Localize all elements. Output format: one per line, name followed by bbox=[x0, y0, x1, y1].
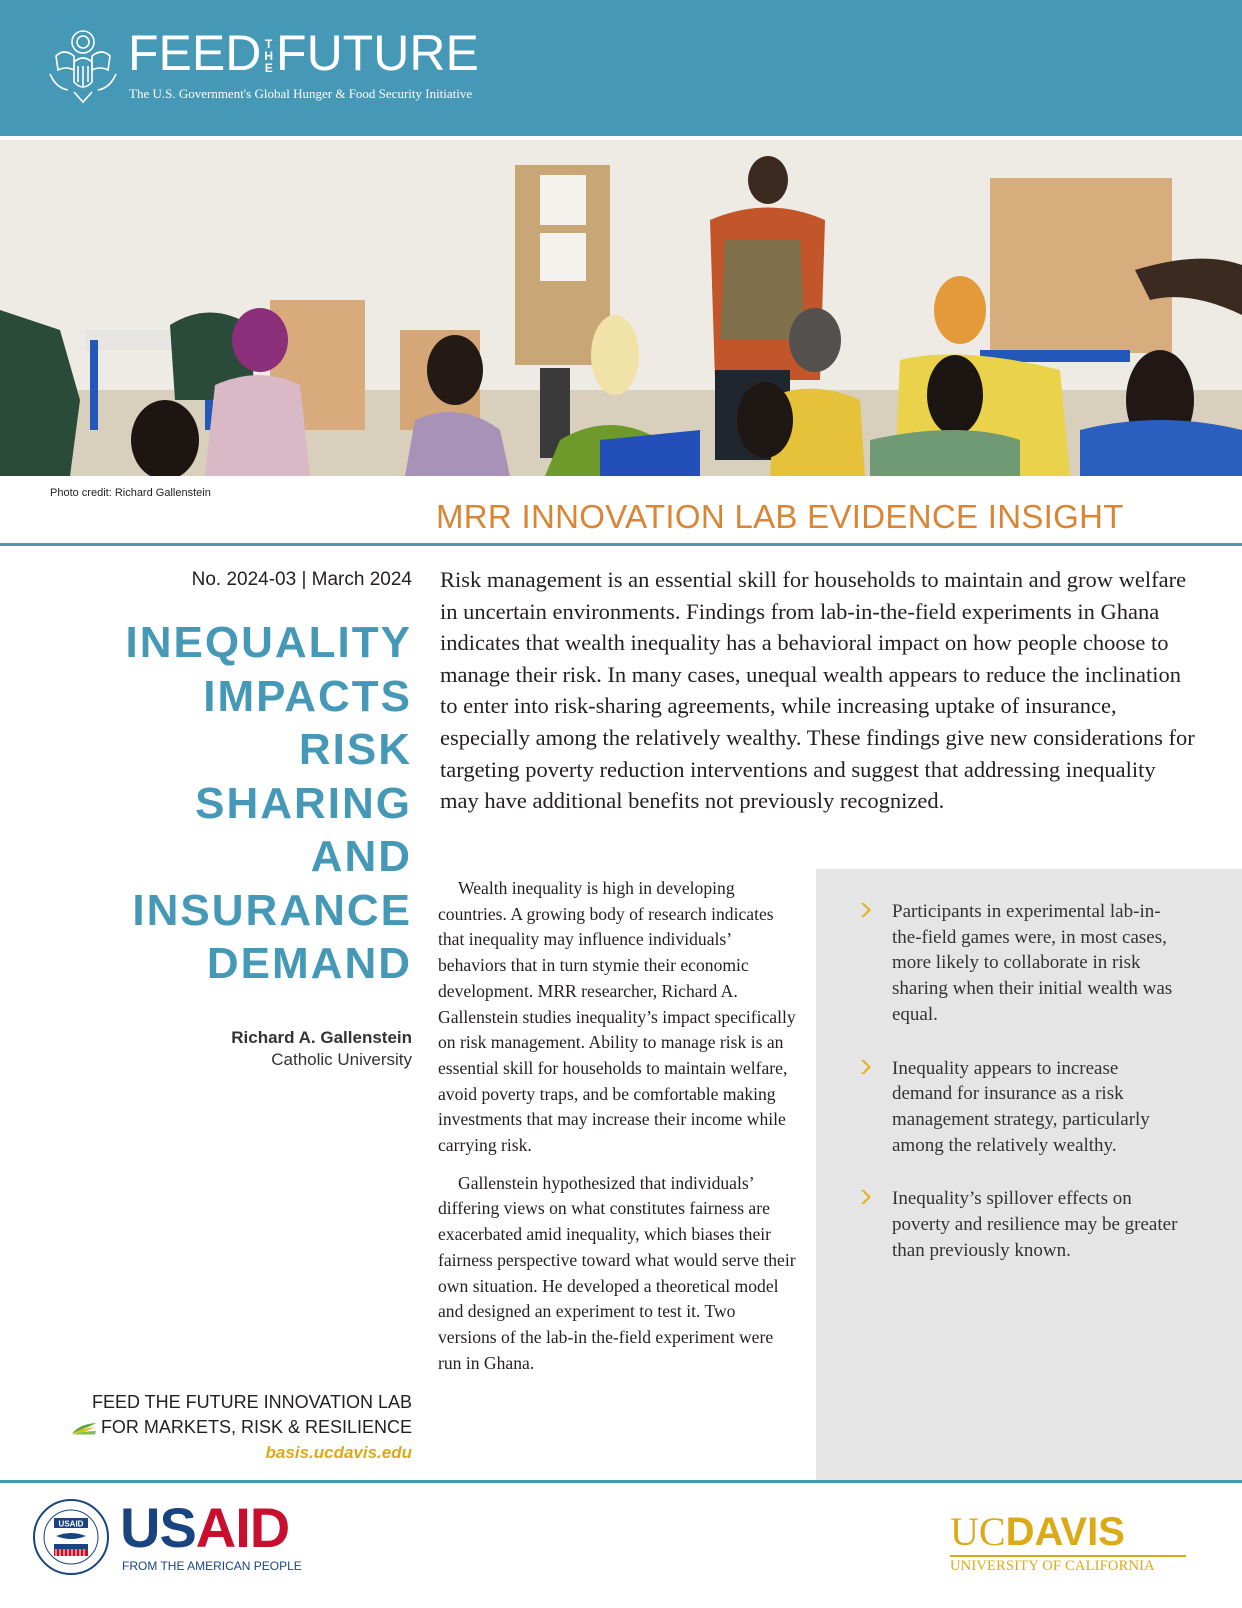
brand-feed: FEED bbox=[128, 25, 262, 81]
lead-paragraph: Risk management is an essential skill for households to maintain and grow welfare in uncertain environments. Findings from lab-in-the-field experiments in Ghana indicates that wealth inequality has a behavioral impact on how people choose to manage their risk. In many cases, unequal wealth appears to reduce the inclination to enter into risk-sharing agreements, while increasing uptake of insurance, especially among the relatively wealthy. These findings give new considerations for targeting poverty reduction interventions and suggest that addressing inequality may have additional benefits not previously recognized. bbox=[440, 567, 1195, 814]
title-line: INSURANCE bbox=[132, 885, 412, 935]
title-line: INEQUALITY bbox=[125, 618, 412, 667]
header-banner bbox=[0, 0, 1242, 136]
hero-photo bbox=[0, 140, 1242, 476]
finding-item bbox=[816, 899, 1242, 1028]
uc-davis-logo bbox=[950, 1510, 1190, 1580]
chevron-right-icon bbox=[860, 1189, 872, 1205]
chevron-right-icon bbox=[860, 1059, 872, 1075]
title-line: DEMAND bbox=[206, 939, 412, 988]
title-line: RISK bbox=[298, 725, 412, 774]
body-text bbox=[438, 876, 798, 1376]
usaid-logo bbox=[30, 1496, 320, 1582]
body-paragraph: Wealth inequality is high in developing countries. A growing body of research indicates that inequality may influence individuals’ behaviors that in turn stymie their economic development. MRR researcher, Richard A. Gallenstein studies inequality’s impact specifically on risk management. Ability to manage risk is an essential skill for households to maintain welfare, avoid poverty traps, and be comfortable making investments that may increase their income while carrying risk. bbox=[438, 878, 796, 1156]
top-divider bbox=[0, 543, 1242, 546]
body-paragraph: Gallenstein hypothesized that individuals’ differing views on what constitutes fairness are exacerbated amid inequality, which biases their fairness perspective toward what would serve their own situation. He developed a theoretical model and designed an experiment to test it. Two versions of the lab-in the-field experiment were run in Ghana. bbox=[438, 1172, 796, 1373]
lab-leaf-logo-icon bbox=[71, 1422, 97, 1435]
series-title: MRR INNOVATION LAB EVIDENCE INSIGHT bbox=[436, 498, 1124, 535]
title-line: IMPACTS bbox=[203, 671, 412, 721]
chevron-right-icon bbox=[860, 902, 872, 918]
finding-item bbox=[816, 1056, 1242, 1159]
finding-text: Participants in experimental lab-in-the-field games were, in most cases, more likely to collaborate in risk sharing when their initial wealth was equal. bbox=[892, 901, 1173, 1025]
lab-line-2: FOR MARKETS, RISK & RESILIENCE bbox=[100, 1417, 412, 1437]
key-findings-list bbox=[816, 899, 1242, 1291]
title-line: AND bbox=[310, 832, 412, 881]
page-title bbox=[22, 616, 412, 991]
brand-the: T H E bbox=[264, 37, 274, 75]
brand-future: FUTURE bbox=[276, 25, 479, 81]
author-name: Richard A. Gallenstein bbox=[231, 1028, 412, 1047]
finding-text: Inequality’s spillover effects on poverty and resilience may be greater than previously known. bbox=[892, 1188, 1178, 1261]
usaid-wordmark: USAID bbox=[120, 1496, 290, 1559]
photo-credit: Photo credit: Richard Gallenstein bbox=[50, 487, 211, 499]
finding-item bbox=[816, 1186, 1242, 1263]
lab-url-link[interactable]: basis.ucdavis.edu bbox=[265, 1443, 412, 1462]
finding-text: Inequality appears to increase demand for insurance as a risk management strategy, particularly among the relatively wealthy. bbox=[892, 1057, 1150, 1156]
bottom-divider bbox=[0, 1480, 1242, 1483]
title-line: SHARING bbox=[195, 778, 412, 828]
uc-davis-subtitle: UNIVERSITY OF CALIFORNIA bbox=[950, 1558, 1155, 1574]
author-block bbox=[231, 1028, 412, 1070]
feed-the-future-logo bbox=[128, 25, 479, 81]
innovation-lab-block bbox=[71, 1390, 412, 1465]
lab-line-2-row bbox=[71, 1415, 412, 1440]
header-tagline: The U.S. Government's Global Hunger & Food Security Initiative bbox=[129, 86, 473, 101]
key-findings-box bbox=[816, 869, 1242, 1480]
lab-line-1: FEED THE FUTURE INNOVATION LAB bbox=[91, 1392, 412, 1412]
usaid-subtitle: FROM THE AMERICAN PEOPLE bbox=[122, 1559, 302, 1573]
uc-davis-rule bbox=[950, 1555, 1186, 1557]
svg-text:USAID: USAID bbox=[58, 1519, 84, 1529]
issue-number-date: No. 2024-03 | March 2024 bbox=[191, 569, 412, 590]
classroom-photo-illustration bbox=[0, 140, 1242, 476]
uc-davis-wordmark: UCDAVIS bbox=[950, 1509, 1125, 1554]
usaid-seal-icon bbox=[32, 1498, 110, 1576]
us-seal-icon bbox=[44, 26, 122, 106]
author-affiliation: Catholic University bbox=[271, 1050, 412, 1069]
